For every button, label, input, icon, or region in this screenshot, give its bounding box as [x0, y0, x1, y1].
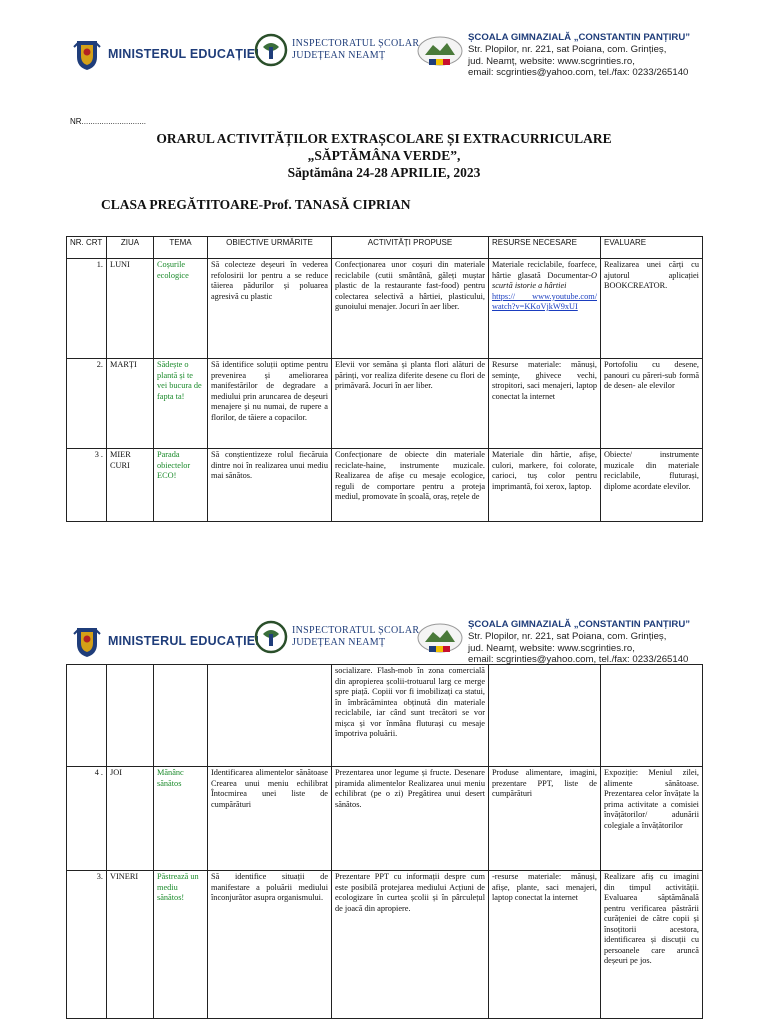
romania-crest-icon [72, 37, 102, 71]
col-ziua: ZIUA [107, 237, 154, 259]
row-activities: Elevii vor semăna și planta flori alături de părinți, vor realiza diferite desene cu flori de primăvară. Jocuri în aer liber. [332, 359, 489, 449]
col-activitati: ACTIVITĂȚI PROPUSE [332, 237, 489, 259]
inspectorate-emblem-icon [254, 620, 288, 654]
row-objectives: Să conștientizeze rolul fiecăruia dintre noi în realizarea unui mediu mai sănătos. [208, 449, 332, 522]
documentary-title: O scurtă istorie a hârtiei [492, 270, 597, 290]
col-resurse: RESURSE NECESARE [489, 237, 601, 259]
row-nr: 3 . [67, 449, 107, 522]
inspectorate-line2: JUDEȚEAN NEAMȚ [292, 637, 386, 648]
row-resources: Produse alimentare, imagini, prezentare PPT, liste de cumpărături [489, 767, 601, 871]
inspectorate-line1: INSPECTORATUL ȘCOLAR [292, 625, 420, 636]
table-row [67, 359, 703, 449]
inspectorate-logo [254, 620, 419, 654]
row-theme [154, 665, 208, 767]
row-theme: Mănânc sănătos [154, 767, 208, 871]
row-theme: Păstrează un mediu sănătos! [154, 871, 208, 1019]
row-resources: Materiale din hârtie, afișe, culori, markere, foi colorate, carioci, tuș color pentru imprimantă, foi xerox, laptop. [489, 449, 601, 522]
row-activities: Prezentarea unor legume și fructe. Desenare piramida alimentelor Realizarea unui meniu echilibrat (pe o zi) Pregătirea unui desert sănătos. [332, 767, 489, 871]
inspectorate-logo [254, 33, 419, 67]
row-nr: 1. [67, 259, 107, 359]
row-objectives: Să identifice situații de manifestare a poluării mediului înconjurător asupra organismului. [208, 871, 332, 1019]
row-nr: 3. [67, 871, 107, 1019]
table-row [67, 871, 703, 1019]
youtube-link[interactable]: https:// www.youtube.com/ watch?v=KKoVjkW9xUI [492, 291, 597, 311]
row-resources: Resurse materiale: mănuși, semințe, ghivece vechi, stropitori, saci menajeri, laptop conectat la internet [489, 359, 601, 449]
schedule-table-continued [66, 664, 703, 1019]
ministry-name: MINISTERUL EDUCAȚIEI [108, 634, 259, 648]
ministry-logo [72, 624, 259, 658]
row-evaluation: Expoziție: Meniul zilei, alimente sănătoase. Prezentarea celor învățate la prima activitate a comisiei învățătorilor/ adunării colegiale a învățătorilor [601, 767, 703, 871]
document-subtitle: „SĂPTĂMÂNA VERDE”, [307, 148, 461, 163]
school-address-1: Str. Plopilor, nr. 221, sat Poiana, com. Grințieș, [468, 630, 667, 642]
row-evaluation: Realizare afiș cu imagini din timpul activității. Evaluarea săptămânală pentru verificarea păstrării curățeniei de către copii și însoțitorii acestora, identificarea și discuții cu persoanele care aruncă deșeuri pe jos. [601, 871, 703, 1019]
document-week: Săptămâna 24-28 APRILIE, 2023 [287, 165, 481, 180]
table-header-row [67, 237, 703, 259]
row-objectives: Să colecteze deșeuri în vederea refolosirii lor pentru a se reduce tăierea pădurilor și poluarea agresivă cu plastic [208, 259, 332, 359]
row-activities: Prezentare PPT cu informații despre cum este posibilă protejarea mediului Acțiuni de ecologizare în curtea școlii și în pârculețul de joacă din apropiere. [332, 871, 489, 1019]
row-nr: 2. [67, 359, 107, 449]
school-name: ȘCOALA GIMNAZIALĂ „CONSTANTIN PANȚIRU” [468, 32, 691, 43]
inspectorate-emblem-icon [254, 33, 288, 67]
row-day [107, 665, 154, 767]
row-objectives [208, 665, 332, 767]
schedule-table [66, 236, 703, 522]
inspectorate-line2: JUDEȚEAN NEAMȚ [292, 50, 386, 61]
row-objectives: Să identifice soluții optime pentru prevenirea și ameliorarea manifestărilor de degradare a mediului prin aruncarea de deșeuri menajere și nu numai, de rupere a florilor, de tăiere a copacilor. [208, 359, 332, 449]
row-resources: -resurse materiale: mănuși, afișe, plante, saci menajeri, laptop conectat la internet [489, 871, 601, 1019]
row-day: MIER CURI [107, 449, 154, 522]
school-logo-icon [415, 620, 465, 661]
row-theme: Coșurile ecologice [154, 259, 208, 359]
row-activities: socializare. Flash-mob în zona comercială din apropierea școlii-trotuarul larg ce merge spre piață. Copiii vor fi imobilizați ca statui, în îmbrăcămintea obținută din materiale reciclabile, iar când sunt trecători se vor mișca și vor înmâna fluturași cu mesaje împotriva poluării. [332, 665, 489, 767]
school-address-2: jud. Neamț, website: www.scgrinties.ro, [468, 642, 635, 654]
row-evaluation [601, 665, 703, 767]
letterhead-top [0, 30, 768, 90]
table-row [67, 449, 703, 522]
row-day: JOI [107, 767, 154, 871]
row-day: LUNI [107, 259, 154, 359]
ministry-logo [72, 37, 259, 71]
col-evaluare: EVALUARE [601, 237, 703, 259]
row-day: MARȚI [107, 359, 154, 449]
row-resources [489, 665, 601, 767]
romania-crest-icon [72, 624, 102, 658]
class-teacher-line: CLASA PREGĂTITOARE-Prof. TANASĂ CIPRIAN [101, 197, 411, 212]
table-row [67, 767, 703, 871]
col-obiective: OBIECTIVE URMĂRITE [208, 237, 332, 259]
row-nr: 4 . [67, 767, 107, 871]
row-day: VINERI [107, 871, 154, 1019]
col-nr: NR. CRT [67, 237, 107, 259]
ministry-name: MINISTERUL EDUCAȚIEI [108, 47, 259, 61]
row-theme: Parada obiectelor ECO! [154, 449, 208, 522]
col-tema: TEMA [154, 237, 208, 259]
registration-number: NR............................. [70, 117, 147, 126]
row-evaluation: Obiecte/ instrumente muzicale din materiale reciclabile, fluturași, diplome acordate elevilor. [601, 449, 703, 522]
resources-text: Materiale reciclabile, foarfece, hârtie glasată Documentar- [492, 260, 597, 280]
row-resources [489, 259, 601, 359]
row-theme: Sădește o plantă și te vei bucura de fapta ta! [154, 359, 208, 449]
table-row [67, 259, 703, 359]
school-address-3: email: scgrinties@yahoo.com, tel./fax: 0233/265140 [468, 654, 689, 666]
inspectorate-line1: INSPECTORATUL ȘCOLAR [292, 38, 420, 49]
row-nr [67, 665, 107, 767]
school-contact [468, 32, 690, 79]
school-address-1: Str. Plopilor, nr. 221, sat Poiana, com. Grințieș, [468, 43, 667, 55]
school-address-3: email: scgrinties@yahoo.com, tel./fax: 0233/265140 [468, 67, 689, 79]
school-contact [468, 619, 690, 666]
row-activities: Confecționare de obiecte din materiale reciclate-haine, instrumente muzicale. Realizarea de afișe cu mesaje ecologice, reguli de comportare pentru a proteja mediul, promovate în școală, oraș, rețele de [332, 449, 489, 522]
table-row [67, 665, 703, 767]
row-evaluation: Realizarea unei cărți cu ajutorul aplicației BOOKCREATOR. [601, 259, 703, 359]
school-name: ȘCOALA GIMNAZIALĂ „CONSTANTIN PANȚIRU” [468, 619, 691, 630]
school-logo-icon [415, 33, 465, 74]
row-activities: Confecționarea unor coșuri din materiale reciclabile (cutii smântână, găleți muștar plastic de la restaurante fast-food) pentru colectarea selectivă a hârtiei, plasticului, gunoiului menajer. Jocuri în aer liber. [332, 259, 489, 359]
row-evaluation: Portofoliu cu desene, panouri cu păreri-sub formă de desen- ale elevilor [601, 359, 703, 449]
document-title: ORARUL ACTIVITĂȚILOR EXTRAȘCOLARE ȘI EXTRACURRICULARE [156, 131, 612, 146]
row-objectives: Identificarea alimentelor sănătoase Crearea unui meniu echilibrat Întocmirea unei liste de cumpărături [208, 767, 332, 871]
school-address-2: jud. Neamț, website: www.scgrinties.ro, [468, 55, 635, 67]
